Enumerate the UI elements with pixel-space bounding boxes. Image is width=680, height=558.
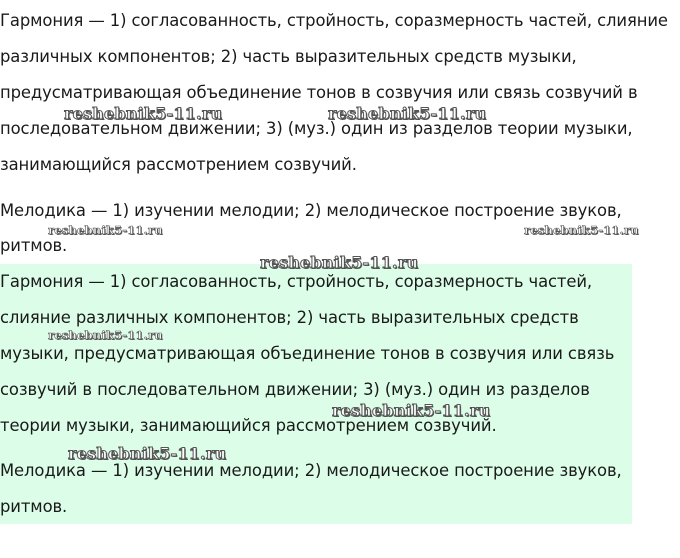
watermark: reshebnik5-11.ru: [48, 328, 163, 342]
text-line: ритмов.: [0, 497, 68, 516]
text-line: ритмов.: [0, 236, 68, 255]
text-line: последовательном движении; 3) (муз.) один из разделов теории музыки,: [0, 119, 633, 138]
watermark: reshebnik5-11.ru: [68, 444, 227, 463]
watermark: reshebnik5-11.ru: [524, 223, 639, 237]
text-line: предусматривающая объединение тонов в созвучия или связь созвучий в: [0, 83, 638, 102]
text-line: занимающийся рассмотрением созвучий.: [0, 155, 357, 174]
watermark: reshebnik5-11.ru: [328, 104, 487, 123]
text-line: теории музыки, занимающийся рассмотрением созвучий.: [0, 416, 497, 435]
text-line: созвучий в последовательном движении; 3) (муз.) один из разделов: [0, 380, 590, 399]
text-line: различных компонентов; 2) часть выразительных средств музыки,: [0, 47, 577, 66]
text-line: Мелодика — 1) изучении мелодии; 2) мелодическое построение звуков,: [0, 201, 622, 220]
text-line: Мелодика — 1) изучении мелодии; 2) мелодическое построение звуков,: [0, 461, 622, 480]
text-line: Гармония — 1) согласованность, стройность, соразмерность частей,: [0, 272, 593, 291]
text-line: музыки, предусматривающая объединение тонов в созвучия или связь: [0, 344, 615, 363]
watermark: reshebnik5-11.ru: [260, 253, 419, 272]
text-line: Гармония — 1) согласованность, стройность, соразмерность частей, слияние: [0, 11, 668, 30]
watermark: reshebnik5-11.ru: [332, 401, 491, 420]
text-line: слияние различных компонентов; 2) часть выразительных средств: [0, 308, 579, 327]
watermark: reshebnik5-11.ru: [48, 223, 163, 237]
watermark: reshebnik5-11.ru: [64, 104, 223, 123]
